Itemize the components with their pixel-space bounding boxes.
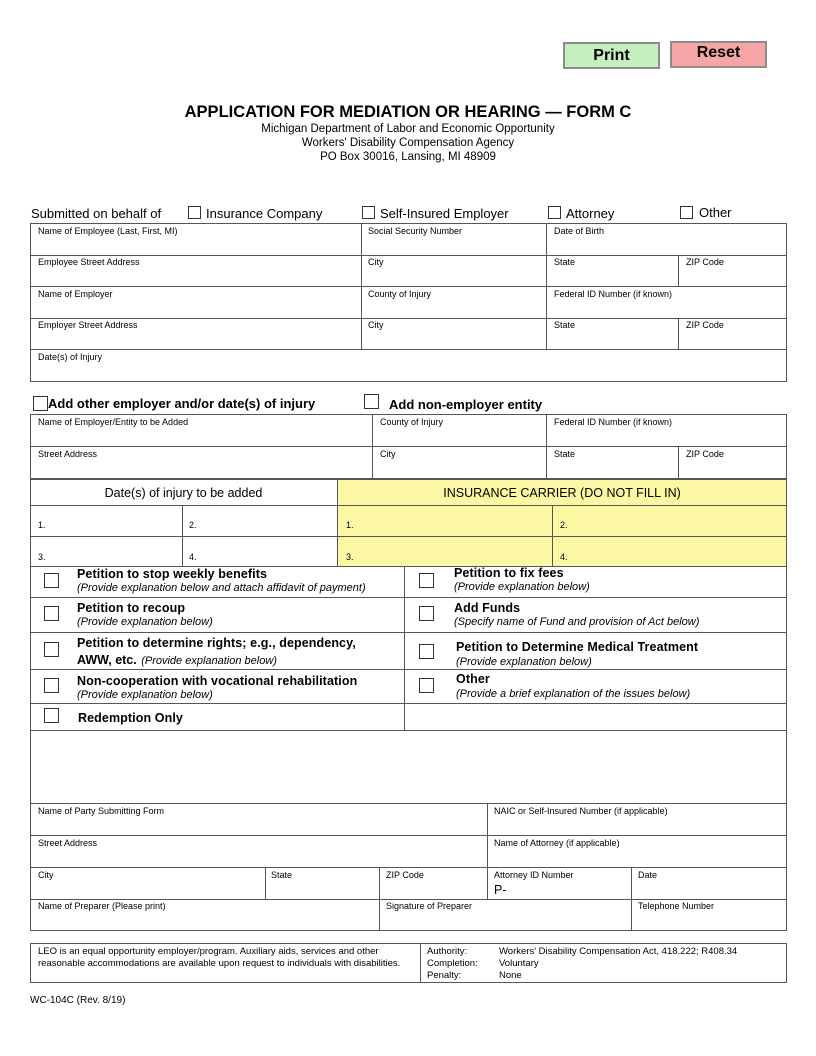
federal-id-field[interactable]: Federal ID Number (if known) — [554, 289, 673, 299]
equal-opportunity-statement: LEO is an equal opportunity employer/program. Auxiliary aids, services and other reasonable accommodations are available upon request to individuals with disabilities. — [38, 946, 401, 969]
injury-date-4[interactable]: 4. — [189, 552, 197, 562]
entity-zip-field[interactable]: ZIP Code — [686, 449, 724, 459]
insurance-company-label: Insurance Company — [206, 206, 323, 221]
carrier-3: 3. — [346, 552, 354, 562]
employee-street-field[interactable]: Employee Street Address — [38, 257, 140, 267]
fix-fees-checkbox[interactable] — [419, 573, 434, 588]
self-insured-label: Self-Insured Employer — [380, 206, 509, 221]
carrier-2: 2. — [560, 520, 568, 530]
employee-state-field[interactable]: State — [554, 257, 576, 267]
party-name-field[interactable]: Name of Party Submitting Form — [38, 806, 165, 816]
form-id: WC-104C (Rev. 8/19) — [30, 995, 126, 1006]
telephone-field[interactable]: Telephone Number — [638, 901, 715, 911]
penalty-label: Penalty: — [427, 970, 462, 981]
party-zip-field[interactable]: ZIP Code — [386, 870, 424, 880]
party-city-field[interactable]: City — [38, 870, 54, 880]
other-petition-checkbox[interactable] — [419, 678, 434, 693]
determine-rights-note: (Provide explanation below) — [141, 655, 277, 667]
non-cooperation-title: Non-cooperation with vocational rehabilitation — [77, 674, 358, 688]
determine-rights-title2: AWW, etc. — [77, 653, 137, 667]
employee-section — [30, 223, 787, 382]
recoup-title: Petition to recoup — [77, 601, 186, 615]
print-button[interactable]: Print — [563, 42, 660, 69]
stop-benefits-note: (Provide explanation below and attach affidavit of payment) — [77, 582, 366, 594]
employee-city-field[interactable]: City — [368, 257, 384, 267]
preparer-signature-field[interactable]: Signature of Preparer — [386, 901, 473, 911]
recoup-checkbox[interactable] — [44, 606, 59, 621]
employer-zip-field[interactable]: ZIP Code — [686, 320, 724, 330]
self-insured-checkbox[interactable] — [362, 206, 375, 219]
redemption-checkbox[interactable] — [44, 708, 59, 723]
form-title: APPLICATION FOR MEDIATION OR HEARING — FORM C — [184, 103, 632, 121]
naic-field[interactable]: NAIC or Self-Insured Number (if applicable) — [494, 806, 668, 816]
stop-benefits-checkbox[interactable] — [44, 573, 59, 588]
add-non-employer-label: Add non-employer entity — [389, 397, 543, 412]
party-street-field[interactable]: Street Address — [38, 838, 98, 848]
injury-date-3[interactable]: 3. — [38, 552, 46, 562]
party-state-field[interactable]: State — [271, 870, 293, 880]
completion-label: Completion: — [427, 958, 478, 969]
penalty-value: None — [499, 970, 522, 981]
date-field[interactable]: Date — [638, 870, 658, 880]
other-petition-title: Other — [456, 672, 490, 686]
completion-value: Voluntary — [499, 958, 539, 969]
employer-street-field[interactable]: Employer Street Address — [38, 320, 138, 330]
authority-label: Authority: — [427, 946, 468, 957]
attorney-checkbox[interactable] — [548, 206, 561, 219]
medical-treatment-title: Petition to Determine Medical Treatment — [456, 640, 699, 654]
agency-name: Workers' Disability Compensation Agency — [301, 137, 515, 149]
other-behalf-label: Other — [699, 205, 732, 220]
determine-rights-checkbox[interactable] — [44, 642, 59, 657]
attorney-id-field[interactable]: Attorney ID Number — [494, 870, 574, 880]
reset-button[interactable]: Reset — [670, 41, 767, 68]
add-funds-note: (Specify name of Fund and provision of Act below) — [454, 616, 700, 628]
entity-city-field[interactable]: City — [380, 449, 396, 459]
non-cooperation-note: (Provide explanation below) — [77, 689, 213, 701]
entity-state-field[interactable]: State — [554, 449, 576, 459]
employer-state-field[interactable]: State — [554, 320, 576, 330]
employer-city-field[interactable]: City — [368, 320, 384, 330]
entity-street-field[interactable]: Street Address — [38, 449, 98, 459]
medical-treatment-note: (Provide explanation below) — [456, 656, 592, 668]
attorney-id-prefix: P- — [494, 883, 507, 897]
department-name: Michigan Department of Labor and Economic Opportunity — [261, 123, 555, 135]
add-funds-title: Add Funds — [454, 601, 521, 615]
determine-rights-title: Petition to determine rights; e.g., dependency, — [77, 636, 356, 650]
entity-fein-field[interactable]: Federal ID Number (if known) — [554, 417, 673, 427]
add-employer-checkbox[interactable] — [33, 396, 48, 411]
preparer-name-field[interactable]: Name of Preparer (Please print) — [38, 901, 166, 911]
redemption-title: Redemption Only — [78, 711, 183, 725]
fix-fees-note: (Provide explanation below) — [454, 581, 590, 593]
add-employer-label: Add other employer and/or date(s) of injury — [48, 396, 316, 411]
attorney-label: Attorney — [566, 206, 615, 221]
injury-date-2[interactable]: 2. — [189, 520, 197, 530]
employee-zip-field[interactable]: ZIP Code — [686, 257, 724, 267]
explanation-textarea[interactable] — [31, 731, 786, 803]
non-cooperation-checkbox[interactable] — [44, 678, 59, 693]
entity-name-field[interactable]: Name of Employer/Entity to be Added — [38, 417, 189, 427]
insurance-company-checkbox[interactable] — [188, 206, 201, 219]
other-petition-note: (Provide a brief explanation of the issues below) — [456, 688, 691, 700]
injury-date-1[interactable]: 1. — [38, 520, 46, 530]
dates-added-header: Date(s) of injury to be added — [104, 486, 263, 500]
behalf-label: Submitted on behalf of — [31, 206, 162, 221]
fix-fees-title: Petition to fix fees — [454, 566, 564, 580]
other-behalf-checkbox[interactable] — [680, 206, 693, 219]
employee-name-field[interactable]: Name of Employee (Last, First, MI) — [38, 226, 178, 236]
stop-benefits-title: Petition to stop weekly benefits — [77, 567, 268, 581]
carrier-1: 1. — [346, 520, 354, 530]
injury-dates-field[interactable]: Date(s) of Injury — [38, 352, 103, 362]
authority-value: Workers' Disability Compensation Act, 418.222; R408.34 — [499, 946, 738, 957]
agency-address: PO Box 30016, Lansing, MI 48909 — [320, 151, 496, 163]
add-funds-checkbox[interactable] — [419, 606, 434, 621]
medical-treatment-checkbox[interactable] — [419, 644, 434, 659]
ssn-field[interactable]: Social Security Number — [368, 226, 463, 236]
determine-rights-line2 — [77, 651, 277, 669]
entity-county-field[interactable]: County of Injury — [380, 417, 444, 427]
add-non-employer-checkbox[interactable] — [364, 394, 379, 409]
dob-field[interactable]: Date of Birth — [554, 226, 605, 236]
carrier-4: 4. — [560, 552, 568, 562]
carrier-header: INSURANCE CARRIER (DO NOT FILL IN) — [443, 486, 681, 500]
attorney-name-field[interactable]: Name of Attorney (if applicable) — [494, 838, 620, 848]
employer-name-field[interactable]: Name of Employer — [38, 289, 113, 299]
recoup-note: (Provide explanation below) — [77, 616, 213, 628]
county-injury-field[interactable]: County of Injury — [368, 289, 432, 299]
